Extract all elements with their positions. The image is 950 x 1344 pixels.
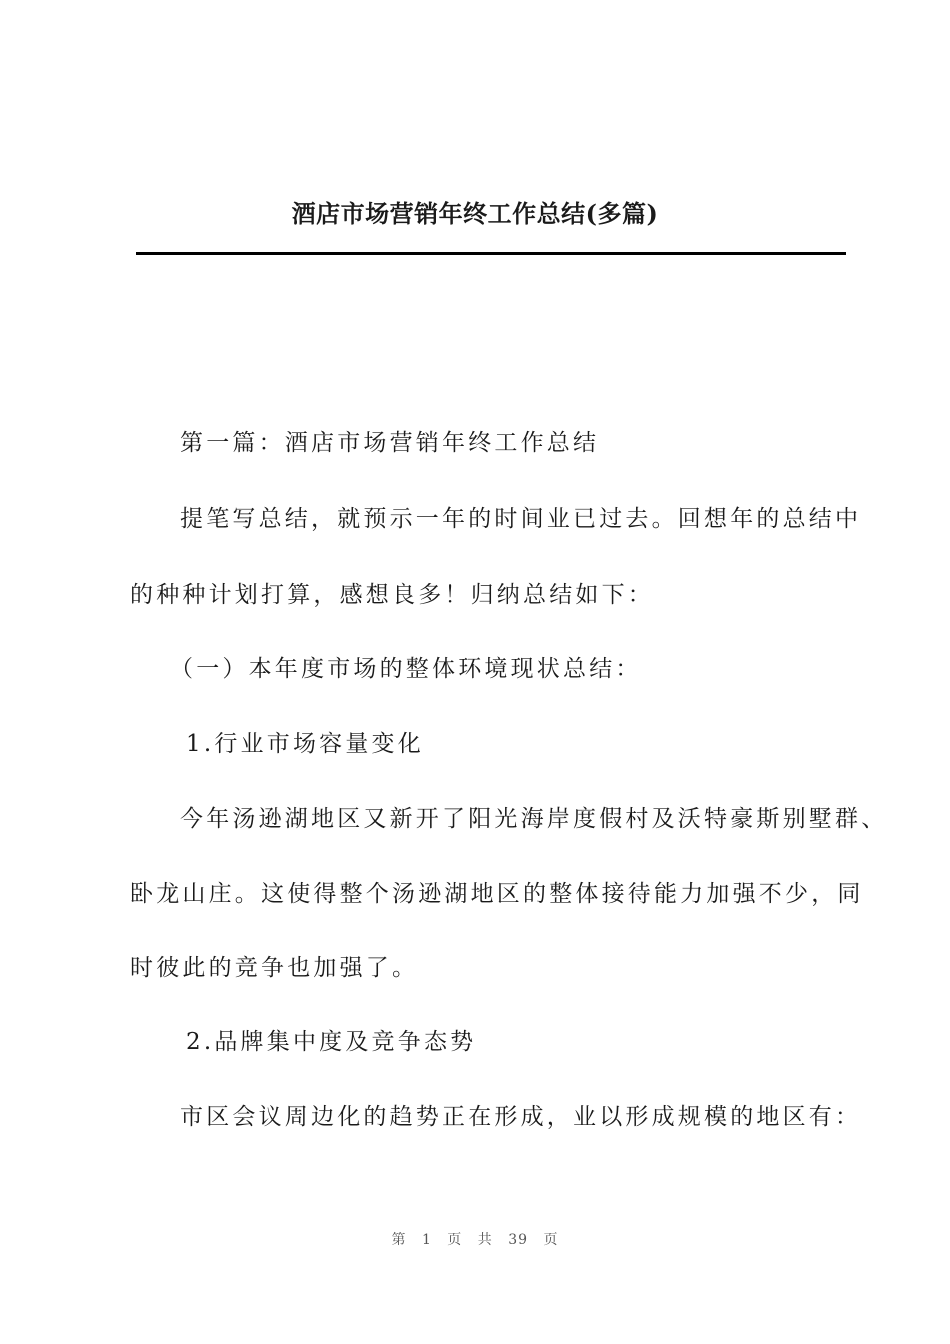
paragraph-line: 时彼此的竞争也加强了。 [130, 955, 419, 981]
paragraph-line: 今年汤逊湖地区又新开了阳光海岸度假村及沃特豪斯别墅群、 [180, 806, 888, 832]
paragraph-line: 提笔写总结，就预示一年的时间业已过去。回想年的总结中 [180, 506, 862, 532]
item-heading: 2.品牌集中度及竞争态势 [186, 1029, 477, 1055]
item-heading: 1.行业市场容量变化 [186, 731, 424, 757]
paragraph-line: 卧龙山庄。这使得整个汤逊湖地区的整体接待能力加强不少，同 [130, 881, 864, 907]
title-divider [136, 252, 846, 255]
paragraph-line: 市区会议周边化的趋势正在形成，业以形成规模的地区有： [180, 1104, 862, 1130]
page-number-footer: 第 1 页 共 39 页 [391, 1232, 559, 1248]
page-title: 酒店市场营销年终工作总结(多篇) [291, 199, 659, 228]
paragraph-line: 的种种计划打算，感想良多！归纳总结如下： [130, 582, 654, 608]
section-heading: 第一篇：酒店市场营销年终工作总结 [180, 430, 600, 456]
subsection-heading: （一）本年度市场的整体环境现状总结： [170, 656, 642, 682]
